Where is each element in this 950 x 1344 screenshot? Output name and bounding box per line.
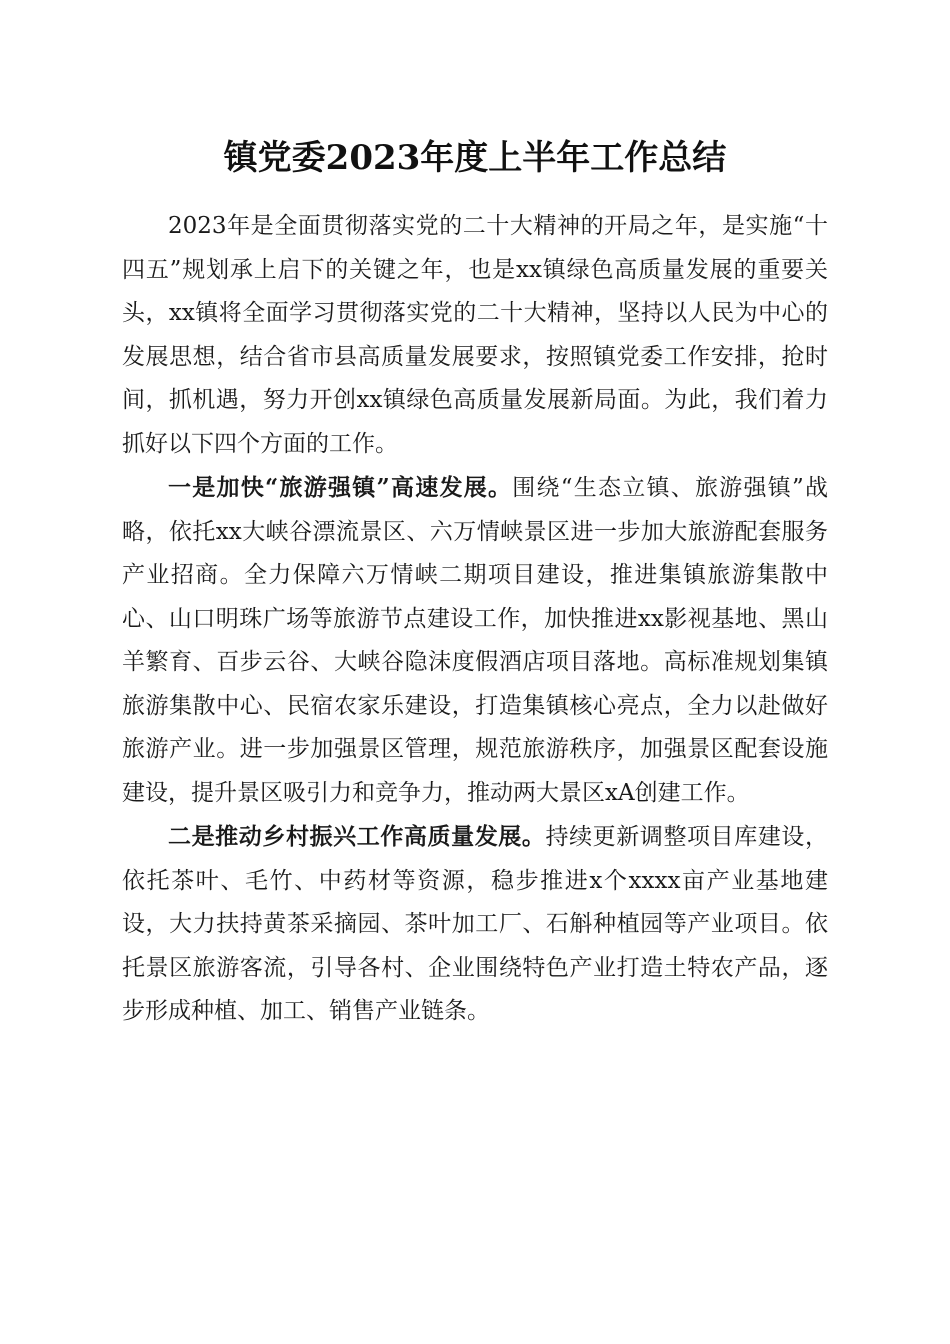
section-2-lead: 二是推动乡村振兴工作高质量发展。: [168, 823, 546, 850]
intro-paragraph: 2023年是全面贯彻落实党的二十大精神的开局之年，是实施“十四五”规划承上启下的关键之年，也是xx镇绿色高质量发展的重要关头，xx镇将全面学习贯彻落实党的二十大精神，坚持以人民为中心的发展思想，结合省市县高质量发展要求，按照镇党委工作安排，抢时间，抓机遇，努力开创xx镇绿色高质量发展新局面。为此，我们着力抓好以下四个方面的工作。: [122, 213, 828, 457]
section-paragraph-1: [122, 466, 828, 815]
section-2-text: 持续更新调整项目库建设，依托茶叶、毛竹、中药材等资源，稳步推进x个xxxx亩产业基地建设，大力扶持黄茶采摘园、茶叶加工厂、石斛种植园等产业项目。依托景区旅游客流，引导各村、企业围绕特色产业打造土特农产品，逐步形成种植、加工、销售产业链条。: [122, 824, 829, 1024]
document-body: [122, 205, 828, 1034]
document-title: 镇党委2023年度上半年工作总结: [223, 138, 727, 178]
section-paragraph-2: [122, 815, 828, 1034]
section-1-text: 围绕“生态立镇、旅游强镇”战略，依托xx大峡谷漂流景区、六万情峡景区进一步加大旅游配套服务产业招商。全力保障六万情峡二期项目建设，推进集镇旅游集散中心、山口明珠广场等旅游节点建设工作，加快推进xx影视基地、黑山羊繁育、百步云谷、大峡谷隐沫度假酒店项目落地。高标准规划集镇旅游集散中心、民宿农家乐建设，打造集镇核心亮点，全力以赴做好旅游产业。进一步加强景区管理，规范旅游秩序，加强景区配套设施建设，提升景区吸引力和竞争力，推动两大景区xA创建工作。: [122, 475, 828, 806]
section-1-lead: 一是加快“旅游强镇”高速发展。: [168, 474, 513, 501]
